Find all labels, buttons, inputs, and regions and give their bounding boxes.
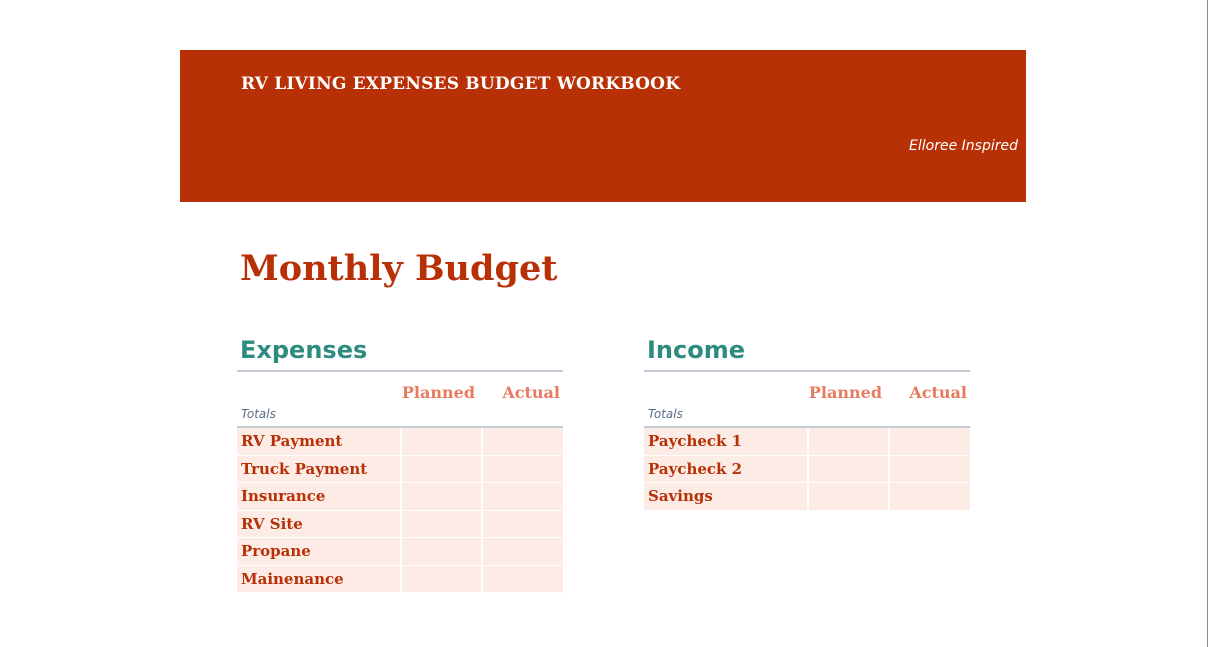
- income-planned-cell[interactable]: [807, 483, 888, 511]
- income-actual-cell[interactable]: [888, 483, 969, 511]
- expense-label: Truck Payment: [237, 456, 400, 484]
- expenses-actual-header: Actual: [502, 383, 560, 402]
- expenses-heading: Expenses: [237, 332, 563, 372]
- table-row: [237, 483, 563, 511]
- expense-planned-cell[interactable]: [400, 538, 481, 566]
- income-actual-cell[interactable]: [888, 428, 969, 456]
- income-actual-header: Actual: [909, 383, 967, 402]
- expense-label: RV Site: [237, 511, 400, 539]
- expense-actual-cell[interactable]: [481, 566, 562, 594]
- expense-actual-cell[interactable]: [481, 538, 562, 566]
- income-actual-cell[interactable]: [888, 456, 969, 484]
- expense-label: RV Payment: [237, 428, 400, 456]
- expense-label: Mainenance: [237, 566, 400, 594]
- table-row: [644, 456, 970, 484]
- expense-planned-cell[interactable]: [400, 483, 481, 511]
- expense-actual-cell[interactable]: [481, 511, 562, 539]
- income-planned-cell[interactable]: [807, 456, 888, 484]
- workbook-title: RV LIVING EXPENSES BUDGET WORKBOOK: [241, 74, 681, 94]
- expenses-planned-header: Planned: [401, 383, 475, 402]
- table-row: [644, 428, 970, 456]
- expenses-section: [237, 332, 563, 593]
- workbook-subtitle: Elloree Inspired: [909, 138, 1018, 154]
- expense-planned-cell[interactable]: [400, 428, 481, 456]
- expense-label: Propane: [237, 538, 400, 566]
- income-planned-cell[interactable]: [807, 428, 888, 456]
- expense-actual-cell[interactable]: [481, 483, 562, 511]
- income-label: Savings: [644, 483, 807, 511]
- income-column-headers: [644, 372, 970, 402]
- income-totals-row: Totals: [644, 402, 970, 428]
- income-section: [644, 332, 970, 511]
- expenses-totals-row: Totals: [237, 402, 563, 428]
- expense-actual-cell[interactable]: [481, 428, 562, 456]
- table-row: [644, 483, 970, 511]
- expense-planned-cell[interactable]: [400, 566, 481, 594]
- table-row: [237, 566, 563, 594]
- table-row: [237, 538, 563, 566]
- page-edge-divider: [1207, 0, 1208, 647]
- page-title: Monthly Budget: [240, 248, 558, 289]
- header-banner: [180, 50, 1026, 202]
- table-row: [237, 456, 563, 484]
- income-heading: Income: [644, 332, 970, 372]
- expenses-column-headers: [237, 372, 563, 402]
- table-row: [237, 511, 563, 539]
- expense-label: Insurance: [237, 483, 400, 511]
- expense-actual-cell[interactable]: [481, 456, 562, 484]
- expense-planned-cell[interactable]: [400, 456, 481, 484]
- expense-planned-cell[interactable]: [400, 511, 481, 539]
- income-label: Paycheck 2: [644, 456, 807, 484]
- income-label: Paycheck 1: [644, 428, 807, 456]
- table-row: [237, 428, 563, 456]
- income-planned-header: Planned: [808, 383, 882, 402]
